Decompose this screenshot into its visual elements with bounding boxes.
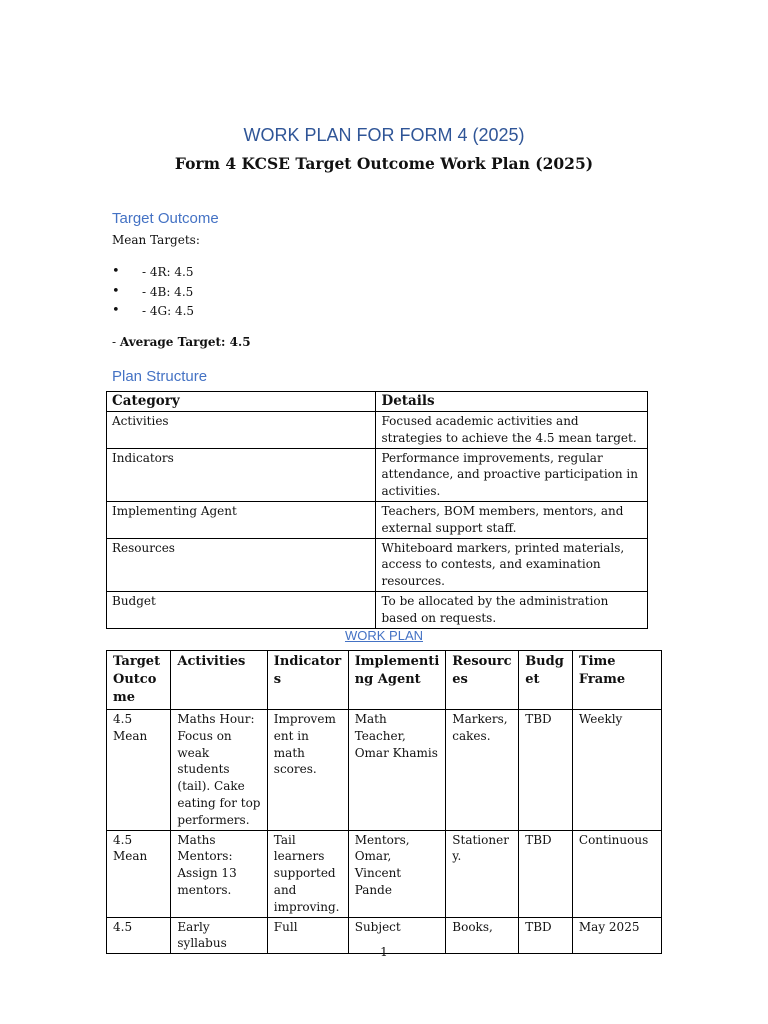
column-header: Indicator s [267,651,348,710]
table-row [107,412,648,449]
table-cell: Maths Hour: Focus on weak students (tail). Cake eating for top performers. [171,710,267,831]
table-row [107,591,648,628]
table-cell: Budget [107,591,376,628]
mean-targets-label: Mean Targets: [112,233,200,247]
table-cell: TBD [519,830,573,917]
table-cell: Books, [446,917,519,954]
work-plan-table [106,650,662,954]
table-cell: Activities [107,412,376,449]
table-cell: Full [267,917,348,954]
table-cell: Markers, cakes. [446,710,519,831]
table-cell: Whiteboard markers, printed materials, access to contests, and examination resources. [376,538,648,591]
plan-structure-heading: Plan Structure [112,368,208,385]
table-cell: Subject [348,917,446,954]
table-cell: Tail learners supported and improving. [267,830,348,917]
table-header-row [107,651,662,710]
table-cell: Resources [107,538,376,591]
table-cell: Implementing Agent [107,501,376,538]
table-row [107,710,662,831]
table-cell: Maths Mentors: Assign 13 mentors. [171,830,267,917]
page-number: 1 [380,945,388,959]
target-outcome-heading: Target Outcome [112,210,219,227]
bullet-icon: • [112,264,120,279]
column-header: Budg et [519,651,573,710]
column-header: Target Outco me [107,651,171,710]
column-header: Implementi ng Agent [348,651,446,710]
document-subtitle: Form 4 KCSE Target Outcome Work Plan (2025) [174,154,594,173]
table-row [107,501,648,538]
plan-structure-table [106,391,648,629]
table-cell: Stationer y. [446,830,519,917]
table-row [107,830,662,917]
table-cell: TBD [519,710,573,831]
table-cell: Focused academic activities and strategies to achieve the 4.5 mean target. [376,412,648,449]
table-row [107,538,648,591]
document-page: WORK PLAN FOR FORM 4 (2025) Form 4 KCSE Target Outcome Work Plan (2025) Target Outcome Mean Targets: • - 4R: 4.5 • - 4B: 4.5 • - 4G: 4.5 - Average Target: 4.5 Plan Structure Category Details Activities Focused academic activities and strategies to achieve the 4.5 mean target. Indicators Performance improvements, regular attendance, and proactive participation in activities. Implementing Agent Teachers, BOM members, mentors, and external support staff. Resources Whiteboard markers, printed materials, access to contests, and examination resources. Budget To be allocated by the administration based on requests. WORK PLAN Target Outco me Activities Indicator s Implementi ng Agent Resourc es Budg et Time Frame 4.5 Mean Maths Hour: Focus on weak students (tail). Cake eating for top performers. Improvem ent in math scores. Math Teacher, Omar Khamis Markers, cakes. TBD Weekly 4.5 Mean Maths Mentors: Assign 13 mentors. Tail learners supported and improving. Mentors, Omar, Vincent Pande Stationer y. TBD Continuous 4.5 Early syllabus Full Subject Books, TBD May 2025 1 [0,0,768,1024]
column-header: Category [107,392,376,412]
table-cell: Weekly [572,710,661,831]
table-cell: To be allocated by the administration based on requests. [376,591,648,628]
column-header: Resourc es [446,651,519,710]
table-header-row [107,392,648,412]
table-cell: TBD [519,917,573,954]
column-header: Details [376,392,648,412]
table-cell: Performance improvements, regular attendance, and proactive participation in activities. [376,448,648,501]
bullet-icon: • [112,303,120,318]
table-cell: Early syllabus [171,917,267,954]
table-cell: Math Teacher, Omar Khamis [348,710,446,831]
average-target: - Average Target: 4.5 [112,335,251,349]
document-title: WORK PLAN FOR FORM 4 (2025) [243,125,525,145]
bullet-icon: • [112,283,120,299]
table-cell: Improvem ent in math scores. [267,710,348,831]
table-cell: 4.5 Mean [107,710,171,831]
table-cell: Indicators [107,448,376,501]
table-row [107,448,648,501]
work-plan-heading: WORK PLAN [344,628,423,643]
column-header: Time Frame [572,651,661,710]
table-cell: 4.5 [107,917,171,954]
table-cell: 4.5 Mean [107,830,171,917]
table-cell: Continuous [572,830,661,917]
column-header: Activities [171,651,267,710]
table-cell: May 2025 [572,917,661,954]
table-cell: Mentors, Omar, Vincent Pande [348,830,446,917]
table-cell: Teachers, BOM members, mentors, and external support staff. [376,501,648,538]
